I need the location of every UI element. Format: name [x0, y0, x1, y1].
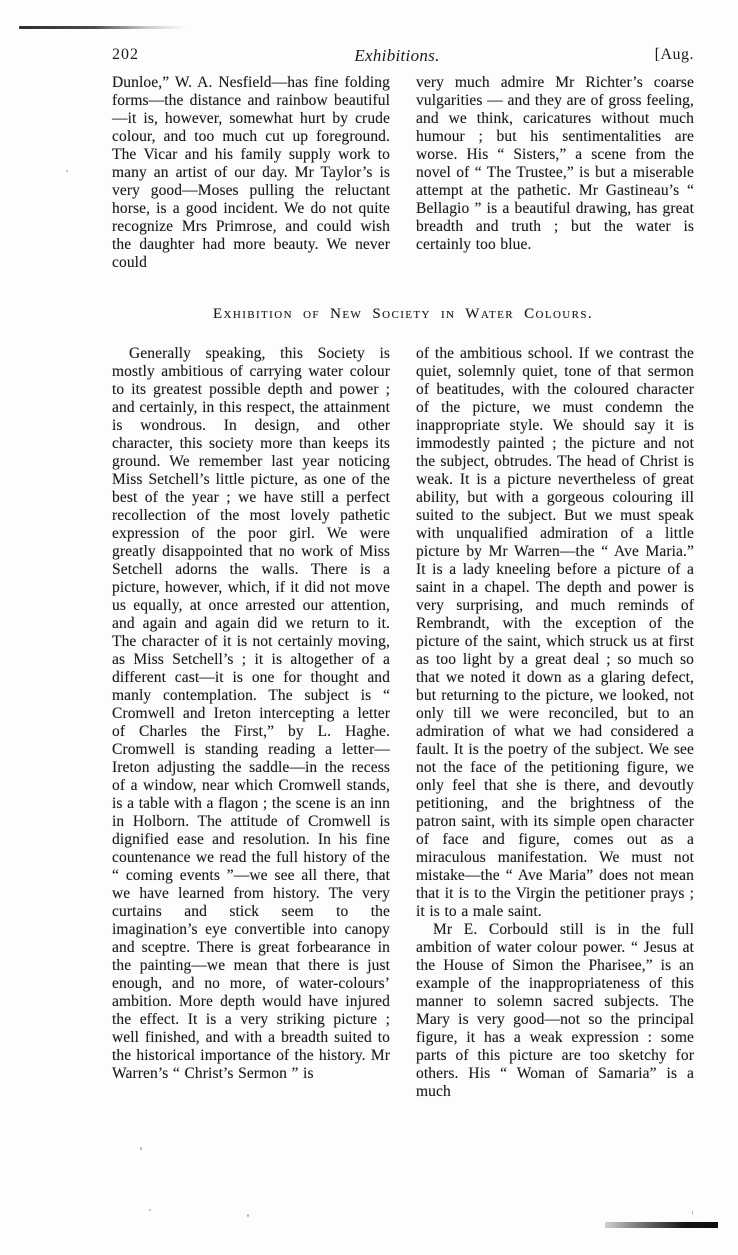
scan-speck: [149, 1209, 151, 1211]
bottom-left-column: [112, 345, 390, 1101]
scan-speck: [66, 170, 68, 172]
right-column-paragraph: Mr E. Corbould still is in the full ambition of water colour power. “ Jesus at the House of Simon the Pharisee,” is an example of the inappropriateness of this manner to solemn sacred subjects. The Mary is very good—not so the principal figure, it has a weak expression : some parts of this picture are too sketchy for others. His “ Woman of Samaria” is a much: [416, 921, 694, 1100]
page-number: 202: [112, 46, 139, 63]
top-right-column: [416, 74, 694, 272]
running-header: [112, 46, 694, 64]
scan-speck: [692, 1211, 693, 1215]
right-column-paragraph: very much admire Mr Richter’s coarse vulgarities — and they are of gross feeling, and we think, caricatures without much humour ; but his sentimentalities are worse. His “ Sisters,” a scene from the novel of “ The Trustee,” is but a miserable attempt at the pathetic. Mr Gastineau’s “ Bellagio ” is a beautiful drawing, has great breadth and truth ; but the water is certainly too blue.: [416, 74, 694, 253]
bottom-section: [112, 345, 694, 1101]
scan-speck: [140, 1147, 142, 1150]
section-heading: Exhibition of New Society in Water Colours.: [212, 306, 594, 322]
issue-label: [Aug.: [654, 46, 694, 63]
left-column-paragraph: Generally speaking, this Society is mostly ambitious of carrying water colour to its greatest possible depth and power ; and certainly, in this respect, the attainment is wondrous. In design, and other character, this society more than keeps its ground. We remember last year noticing Miss Setchell’s little picture, as one of the best of the year ; we have still a perfect recollection of the most lovely pathetic expression of the poor girl. We were greatly disappointed that no work of Miss Setchell adorns the walls. There is a picture, however, which, if it did not move us equally, at once arrested our attention, and again and again did we return to it. The character of it is not certainly moving, as Miss Setchell’s ; it is altogether of a different cast—it is one for thought and manly contemplation. The subject is “ Cromwell and Ireton intercepting a letter of Charles the First,” by L. Haghe. Cromwell is standing reading a letter—Ireton adjusting the saddle—in the recess of a window, near which Cromwell stands, is a table with a flagon ; the scene is an inn in Holborn. The attitude of Cromwell is dignified ease and resolution. In his fine countenance we read the full history of the “ coming events ”—we see all there, that we have learned from history. The very curtains and stick seem to the imagination’s eye convertible into canopy and sceptre. There is great forbearance in the painting—we mean that there is just enough, and no more, of water-colours’ ambition. More depth would have injured the effect. It is a very striking picture ; well finished, and with a breadth suited to the historical importance of the history. Mr Warren’s “ Christ’s Sermon ” is: [112, 345, 390, 1082]
top-rule-artifact: [19, 26, 185, 29]
running-title: Exhibitions.: [354, 46, 440, 65]
bottom-right-column: [416, 345, 694, 1101]
right-column-paragraph: of the ambitious school. If we contrast the quiet, solemnly quiet, tone of that sermon of beatitudes, with the coloured character of the picture, we must condemn the inappropriate style. We should say it is immodestly painted ; the picture and not the subject, obtrudes. The head of Christ is weak. It is a picture nevertheless of great ability, but with a gorgeous colouring ill suited to the subject. But we must speak with unqualified admiration of a little picture by Mr Warren—the “ Ave Maria.” It is a lady kneeling before a picture of a saint in a chapel. The depth and power is very surprising, and much reminds of Rembrandt, with the exception of the picture of the saint, which struck us at first as too light by a great deal ; so much so that we noted it down as a glaring defect, but returning to the picture, we looked, not only till we were reconciled, but to an admiration of what we had considered a fault. It is the poetry of the subject. We see not the face of the petitioning figure, we only feel that she is there, and devoutly petitioning, and the brightness of the patron saint, with its simple open character of face and figure, comes out as a miraculous manifestation. We must not mistake—the “ Ave Maria” does not mean that it is to the Virgin the petitioner prays ; it is to a male saint.: [416, 345, 694, 920]
top-left-column: [112, 74, 390, 272]
left-column-paragraph: Dunloe,” W. A. Nesfield—has fine folding forms—the distance and rainbow beautiful—it is, however, somewhat hurt by crude colour, and too much cut up foreground. The Vicar and his family supply work to many an artist of our day. Mr Taylor’s is very good—Moses pulling the reluctant horse, is a good incident. We do not quite recognize Mrs Primrose, and could wish the daughter had more beauty. We never could: [112, 74, 390, 271]
top-section: [112, 74, 694, 272]
bottom-scan-artifact: [605, 1222, 718, 1228]
scan-speck: [247, 1214, 249, 1217]
